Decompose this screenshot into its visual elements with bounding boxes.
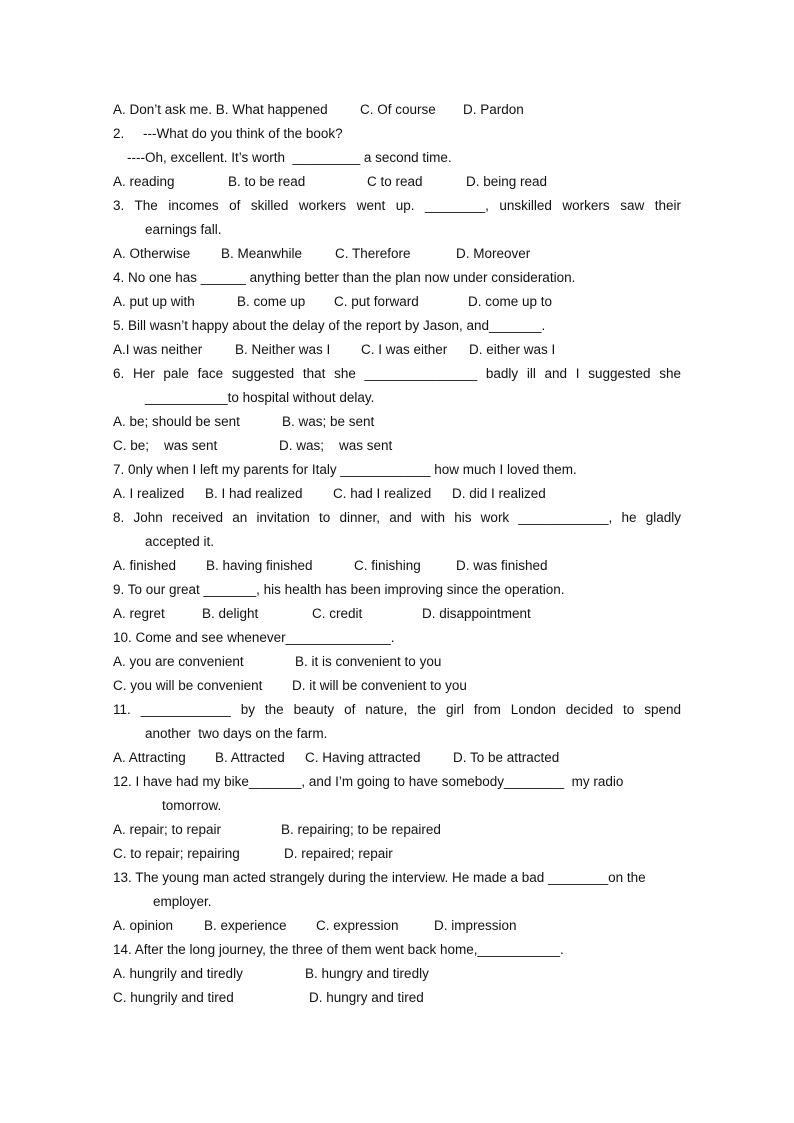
- q11-option-d: D. To be attracted: [453, 750, 560, 765]
- q10-options-row1: [113, 650, 681, 674]
- q13-option-d: D. impression: [434, 918, 517, 933]
- q14-option-c: C. hungrily and tired: [113, 990, 234, 1005]
- q9-option-c: C. credit: [312, 606, 363, 621]
- q12-stem-line1: 12. I have had my bike_______, and I’m going to have somebody________ my radio: [113, 774, 624, 789]
- q6-stem-line1: 6. Her pale face suggested that she _______________ badly ill and I suggested she: [113, 366, 681, 381]
- q6-stem-line2: ___________to hospital without delay.: [145, 390, 375, 405]
- q13-option-a: A. opinion: [113, 918, 174, 933]
- q5-option-c: C. I was either: [361, 342, 448, 357]
- q8-options: [113, 554, 681, 578]
- q6-option-b: B. was; be sent: [282, 414, 375, 429]
- q10-option-a: A. you are convenient: [113, 654, 244, 669]
- q3-stem-line2: earnings fall.: [145, 222, 222, 237]
- q1-options: [113, 98, 681, 122]
- q2-stem-line1: 2. ---What do you think of the book?: [113, 126, 343, 141]
- q9-option-d: D. disappointment: [422, 606, 531, 621]
- q1-option-a-b: A. Don’t ask me. B. What happened: [113, 102, 328, 117]
- q5-option-a: A.I was neither: [113, 342, 203, 357]
- q14-option-a: A. hungrily and tiredly: [113, 966, 243, 981]
- q2-option-b: B. to be read: [228, 174, 306, 189]
- q11-option-a: A. Attracting: [113, 750, 186, 765]
- q13-options: [113, 914, 681, 938]
- q4-option-b: B. come up: [237, 294, 306, 309]
- q14-option-b: B. hungry and tiredly: [305, 966, 429, 981]
- q6-option-d: D. was; was sent: [279, 438, 393, 453]
- q9-options: [113, 602, 681, 626]
- q1-option-c: C. Of course: [360, 102, 436, 117]
- q10-option-d: D. it will be convenient to you: [292, 678, 467, 693]
- q5-options: [113, 338, 681, 362]
- q2-options: [113, 170, 681, 194]
- q3-option-d: D. Moreover: [456, 246, 531, 261]
- q5-option-d: D. either was I: [469, 342, 556, 357]
- q3-stem-line1: 3. The incomes of skilled workers went up. ________, unskilled workers saw their: [113, 198, 681, 213]
- q10-option-c: C. you will be convenient: [113, 678, 263, 693]
- q6-option-c: C. be; was sent: [113, 438, 218, 453]
- q12-option-d: D. repaired; repair: [284, 846, 393, 861]
- q12-options-row2: [113, 842, 681, 866]
- q11-options: [113, 746, 681, 770]
- q6-option-a: A. be; should be sent: [113, 414, 240, 429]
- q7-stem-line1: 7. 0nly when I left my parents for Italy ____________ how much I loved them.: [113, 462, 577, 477]
- q7-option-c: C. had I realized: [333, 486, 432, 501]
- q2-option-a: A. reading: [113, 174, 175, 189]
- q8-option-a: A. finished: [113, 558, 177, 573]
- q10-options-row2: [113, 674, 681, 698]
- q4-option-c: C. put forward: [334, 294, 419, 309]
- q8-option-d: D. was finished: [456, 558, 548, 573]
- q11-stem-line2: another two days on the farm.: [145, 726, 328, 741]
- q10-option-b: B. it is convenient to you: [295, 654, 442, 669]
- q3-option-b: B. Meanwhile: [221, 246, 303, 261]
- q13-stem-line1: 13. The young man acted strangely during the interview. He made a bad ________on the: [113, 870, 646, 885]
- q5-option-b: B. Neither was I: [235, 342, 331, 357]
- q2-option-d: D. being read: [466, 174, 548, 189]
- q9-option-a: A. regret: [113, 606, 165, 621]
- q9-stem-line1: 9. To our great _______, his health has been improving since the operation.: [113, 582, 565, 597]
- q2-stem-line2: ----Oh, excellent. It’s worth _________ a second time.: [127, 150, 452, 165]
- q1-option-d: D. Pardon: [463, 102, 524, 117]
- q7-options: [113, 482, 681, 506]
- q14-option-d: D. hungry and tired: [309, 990, 424, 1005]
- q12-option-c: C. to repair; repairing: [113, 846, 240, 861]
- q12-stem-line2: tomorrow.: [162, 798, 222, 813]
- q6-options-row1: [113, 410, 681, 434]
- q7-option-b: B. I had realized: [205, 486, 303, 501]
- q12-option-a: A. repair; to repair: [113, 822, 222, 837]
- q4-option-d: D. come up to: [468, 294, 553, 309]
- q12-option-b: B. repairing; to be repaired: [281, 822, 441, 837]
- q13-option-b: B. experience: [204, 918, 287, 933]
- q11-option-b: B. Attracted: [215, 750, 285, 765]
- q8-stem-line1: 8. John received an invitation to dinner, and with his work ____________, he gladly: [113, 510, 681, 525]
- q11-option-c: C. Having attracted: [305, 750, 421, 765]
- q9-option-b: B. delight: [202, 606, 259, 621]
- q8-option-b: B. having finished: [206, 558, 313, 573]
- q8-option-c: C. finishing: [354, 558, 421, 573]
- q7-option-d: D. did I realized: [452, 486, 546, 501]
- q6-options-row2: [113, 434, 681, 458]
- q14-options-row1: [113, 962, 681, 986]
- q7-option-a: A. I realized: [113, 486, 185, 501]
- q3-options: [113, 242, 681, 266]
- q8-stem-line2: accepted it.: [145, 534, 215, 549]
- q5-stem-line1: 5. Bill wasn’t happy about the delay of the report by Jason, and_______.: [113, 318, 546, 333]
- q14-options-row2: [113, 986, 681, 1010]
- q4-options: [113, 290, 681, 314]
- q13-option-c: C. expression: [316, 918, 399, 933]
- q2-option-c: C to read: [367, 174, 423, 189]
- q3-option-c: C. Therefore: [335, 246, 411, 261]
- q10-stem-line1: 10. Come and see whenever______________.: [113, 630, 395, 645]
- q11-stem-line1: 11. ____________ by the beauty of nature, the girl from London decided to spend: [113, 702, 681, 717]
- q4-option-a: A. put up with: [113, 294, 195, 309]
- q3-option-a: A. Otherwise: [113, 246, 191, 261]
- q4-stem-line1: 4. No one has ______ anything better than the plan now under consideration.: [113, 270, 576, 285]
- q14-stem-line1: 14. After the long journey, the three of them went back home,___________.: [113, 942, 564, 957]
- q12-options-row1: [113, 818, 681, 842]
- q13-stem-line2: employer.: [153, 894, 212, 909]
